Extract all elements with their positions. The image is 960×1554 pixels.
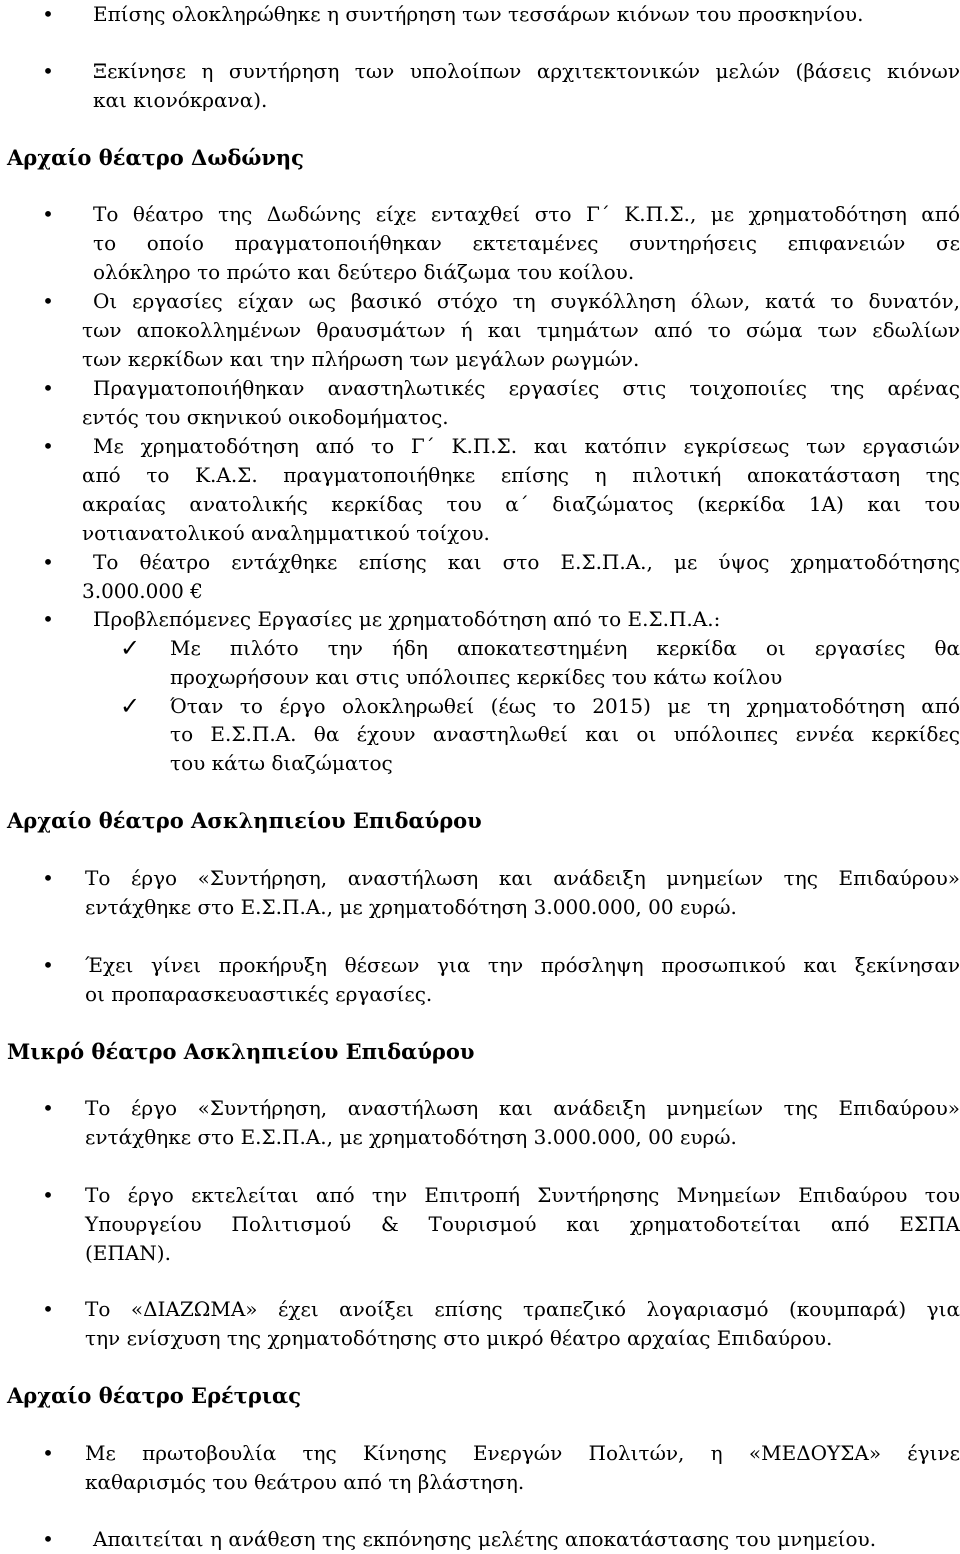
list-item-continuation <box>0 345 960 374</box>
bullet-icon: • <box>42 434 54 458</box>
list-item-text: Υπουργείου Πολιτισμού & Τουρισμού και χρηματοδοτείται από ΕΣΠΑ <box>85 1212 960 1236</box>
list-item-text: Με χρηματοδότηση από το Γ΄ Κ.Π.Σ. και κατόπιν εγκρίσεως των εργασιών <box>93 434 960 458</box>
bullet-icon: • <box>42 550 54 574</box>
bullet-icon: • <box>42 289 54 313</box>
list-item-continuation <box>0 980 960 1009</box>
list-item <box>0 864 960 893</box>
list-item-text: και κιονόκρανα). <box>93 88 268 112</box>
bullet-icon: • <box>42 1441 54 1465</box>
list-item-text: οι προπαρασκευαστικές εργασίες. <box>85 982 433 1006</box>
list-item <box>0 548 960 577</box>
section-heading: Μικρό θέατρο Ασκληπιείου Επιδαύρου <box>7 1039 475 1064</box>
list-item-text: (ΕΠΑΝ). <box>85 1241 171 1265</box>
list-item <box>0 200 960 229</box>
list-item-continuation <box>0 86 960 115</box>
list-item-continuation <box>0 893 960 922</box>
check-item-text: προχωρήσουν και στις υπόλοιπες κερκίδες του κάτω κοίλου <box>170 665 783 689</box>
list-item-text: Απαιτείται η ανάθεση της εκπόνησης μελέτης αποκατάστασης του μνημείου. <box>93 1527 877 1551</box>
list-item-continuation <box>0 1123 960 1152</box>
list-item-text: Οι εργασίες είχαν ως βασικό στόχο τη συγκόλληση όλων, κατά το δυνατόν, <box>93 289 960 313</box>
bullet-icon: • <box>42 1527 54 1551</box>
checkmark-icon: ✓ <box>120 692 141 720</box>
bullet-icon: • <box>42 1183 54 1207</box>
list-item <box>0 1295 960 1324</box>
list-item-text: την ενίσχυση της χρηματοδότησης στο μικρό θέατρο αρχαίας Επιδαύρου. <box>85 1326 833 1350</box>
list-item-text: νοτιανατολικού αναλημματικού τοίχου. <box>82 521 490 545</box>
list-item <box>0 605 960 634</box>
list-item <box>0 0 960 29</box>
check-item-continuation <box>0 749 960 778</box>
section-heading: Αρχαίο θέατρο Ερέτριας <box>7 1383 301 1408</box>
bullet-icon: • <box>42 1297 54 1321</box>
list-item-text: το οποίο πραγματοποιήθηκαν εκτεταμένες συντηρήσεις επιφανειών σε <box>93 231 960 255</box>
bullet-icon: • <box>42 953 54 977</box>
list-item-continuation <box>0 1468 960 1497</box>
check-item-text: του κάτω διαζώματος <box>170 751 393 775</box>
list-item-text: Το έργο «Συντήρηση, αναστήλωση και ανάδειξη μνημείων της Επιδαύρου» <box>85 1096 960 1120</box>
list-item <box>0 951 960 980</box>
list-item-continuation <box>0 1239 960 1268</box>
list-item <box>0 287 960 316</box>
list-item-text: ακραίας ανατολικής κερκίδας του α΄ διαζώματος (κερκίδα 1Α) και του <box>82 492 960 516</box>
list-item <box>0 1525 960 1554</box>
bullet-icon: • <box>42 607 54 631</box>
list-item-text: ολόκληρο το πρώτο και δεύτερο διάζωμα του κοίλου. <box>93 260 635 284</box>
list-item-continuation <box>0 229 960 258</box>
list-item-text: Επίσης ολοκληρώθηκε η συντήρηση των τεσσάρων κιόνων του προσκηνίου. <box>93 2 864 26</box>
list-item-text: καθαρισμός του θεάτρου από τη βλάστηση. <box>85 1470 525 1494</box>
check-item-continuation <box>0 663 960 692</box>
list-item-text: εντάχθηκε στο Ε.Σ.Π.Α., με χρηματοδότηση 3.000.000, 00 ευρώ. <box>85 895 737 919</box>
list-item-text: Πραγματοποιήθηκαν αναστηλωτικές εργασίες στις τοιχοποιίες της αρένας <box>93 376 960 400</box>
check-item-text: Με πιλότο την ήδη αποκατεστημένη κερκίδα οι εργασίες θα <box>170 636 960 660</box>
list-item-text: Το θέατρο της Δωδώνης είχε ενταχθεί στο Γ΄ Κ.Π.Σ., με χρηματοδότηση από <box>93 202 960 226</box>
list-item-continuation <box>0 258 960 287</box>
list-item-text: των κερκίδων και την πλήρωση των μεγάλων ρωγμών. <box>82 347 640 371</box>
section-heading: Αρχαίο θέατρο Ασκληπιείου Επιδαύρου <box>7 808 482 833</box>
check-item <box>0 634 960 663</box>
list-item-text: εντάχθηκε στο Ε.Σ.Π.Α., με χρηματοδότηση 3.000.000, 00 ευρώ. <box>85 1125 737 1149</box>
list-item-continuation <box>0 461 960 490</box>
list-item-continuation <box>0 577 960 606</box>
list-item-continuation <box>0 403 960 432</box>
bullet-icon: • <box>42 59 54 83</box>
list-item-continuation <box>0 1210 960 1239</box>
bullet-icon: • <box>42 1096 54 1120</box>
section-heading: Αρχαίο θέατρο Δωδώνης <box>7 145 304 170</box>
bullet-icon: • <box>42 376 54 400</box>
bullet-icon: • <box>42 202 54 226</box>
list-item <box>0 1094 960 1123</box>
list-item-text: Το θέατρο εντάχθηκε επίσης και στο Ε.Σ.Π.Α., με ύψος χρηματοδότησης <box>93 550 960 574</box>
list-item-text: 3.000.000 € <box>82 579 203 603</box>
list-item-continuation <box>0 519 960 548</box>
list-item <box>0 57 960 86</box>
list-item-continuation <box>0 1324 960 1353</box>
list-item-text: Με πρωτοβουλία της Κίνησης Ενεργών Πολιτών, η «ΜΕΔΟΥΣΑ» έγινε <box>85 1441 960 1465</box>
list-item-text: εντός του σκηνικού οικοδομήματος. <box>82 405 449 429</box>
list-item-text: Έχει γίνει προκήρυξη θέσεων για την πρόσληψη προσωπικού και ξεκίνησαν <box>85 953 960 977</box>
list-item-text: Το έργο «Συντήρηση, αναστήλωση και ανάδειξη μνημείων της Επιδαύρου» <box>85 866 960 890</box>
list-item-text: Το «ΔΙΑΖΩΜΑ» έχει ανοίξει επίσης τραπεζικό λογαριασμό (κουμπαρά) για <box>85 1297 960 1321</box>
list-item-text: Ξεκίνησε η συντήρηση των υπολοίπων αρχιτεκτονικών μελών (βάσεις κιόνων <box>93 59 960 83</box>
check-item-continuation <box>0 720 960 749</box>
list-item-text: Προβλεπόμενες Εργασίες με χρηματοδότηση από το Ε.Σ.Π.Α.: <box>93 607 721 631</box>
list-item <box>0 432 960 461</box>
bullet-icon: • <box>42 2 54 26</box>
check-item-text: Όταν το έργο ολοκληρωθεί (έως το 2015) με τη χρηματοδότηση από <box>170 694 960 718</box>
bullet-icon: • <box>42 866 54 890</box>
check-item-text: το Ε.Σ.Π.Α. θα έχουν αναστηλωθεί και οι υπόλοιπες εννέα κερκίδες <box>170 722 960 746</box>
list-item-text: από το Κ.Α.Σ. πραγματοποιήθηκε επίσης η πιλοτική αποκατάσταση της <box>82 463 960 487</box>
checkmark-icon: ✓ <box>120 634 141 662</box>
list-item-continuation <box>0 316 960 345</box>
check-item <box>0 692 960 721</box>
list-item-text: Το έργο εκτελείται από την Επιτροπή Συντήρησης Μνημείων Επιδαύρου του <box>85 1183 960 1207</box>
list-item-continuation <box>0 490 960 519</box>
list-item <box>0 1181 960 1210</box>
list-item <box>0 374 960 403</box>
list-item <box>0 1439 960 1468</box>
list-item-text: των αποκολλημένων θραυσμάτων ή και τμημάτων από το σώμα των εδωλίων <box>82 318 960 342</box>
